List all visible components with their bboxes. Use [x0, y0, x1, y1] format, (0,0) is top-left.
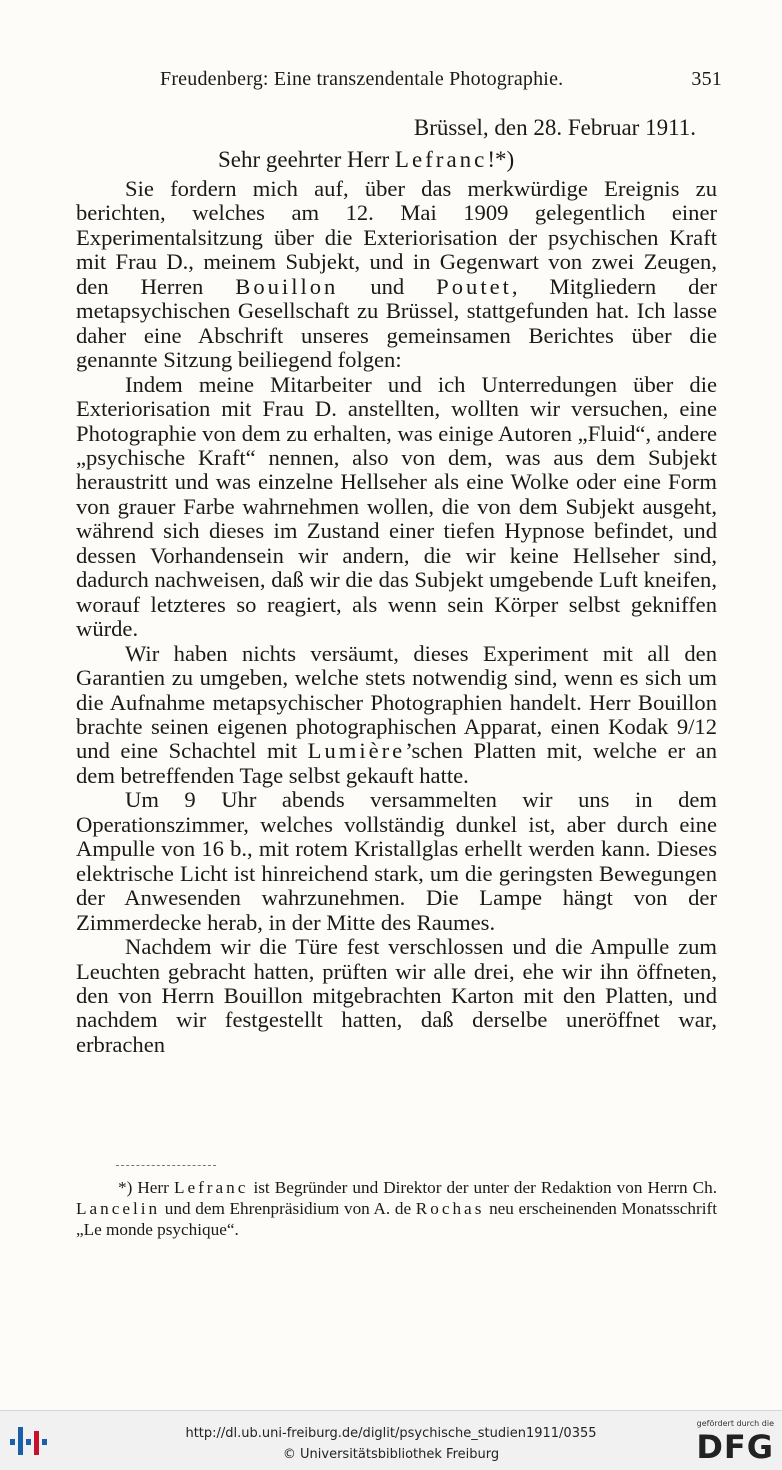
paragraph-3-text-a: Wir haben nichts versäumt, dieses Experiment mit all den Garantien zu umgeben, welche stets notwendig sind, wenn es sich um die Aufnahme metapsychischer Photographien handelt. Herr Bouillon brachte seinen eigenen photographischen Apparat, einen Kodak 9/12 und eine Schachtel mit: [76, 640, 717, 764]
paragraph-4: Um 9 Uhr abends versammelten wir uns in dem Operationszimmer, welches vollständig dunkel ist, aber durch eine Ampulle von 16 b., mit rotem Kristallglas erhellt werden kann. Dieses elektrische Licht ist hinreichend stark, um die geringsten Bewegungen der Anwesenden wahrzunehmen. Die Lampe hängt von der Zimmerdecke herab, in der Mitte des Raumes.: [76, 787, 717, 935]
name-poutet: Poutet: [436, 273, 512, 299]
dfg-mark: DFG: [696, 1428, 774, 1466]
salutation-suffix: !*): [487, 147, 515, 172]
letter-dateline: Brüssel, den 28. Februar 1911.: [413, 115, 696, 140]
footnote-text-b: und dem Ehrenpräsidium von A. de: [160, 1199, 416, 1218]
footnote-marker: *) Herr: [118, 1178, 174, 1197]
dfg-tagline: gefördert durch die: [696, 1419, 774, 1428]
paragraph-3-text-b: ’schen Platten mit, welche er an dem betreffenden Tage selbst gekauft hatte.: [76, 738, 717, 788]
footnote-name-lefranc: Lefranc: [173, 1178, 249, 1197]
permalink-url[interactable]: http://dl.ub.uni-freiburg.de/diglit/psychische_studien1911/0355: [185, 1426, 597, 1441]
paragraph-1-text-b: und: [338, 273, 437, 299]
footnote-rule: [116, 1165, 216, 1166]
name-bouillon: Bouillon: [235, 273, 339, 299]
paragraph-5: Nachdem wir die Türe fest verschlossen und die Ampulle zum Leuchten gebracht hatten, prüften wir alle drei, ehe wir ihn öffneten, den von Herrn Bouillon mitgebrachten Karton mit den Platten, und nachdem wir festgestellt hatten, daß derselbe uneröffnet war, erbrachen: [76, 934, 717, 1057]
paragraph-3: [76, 642, 717, 789]
running-title: Freudenberg: Eine transzendentale Photographie.: [160, 68, 564, 90]
paragraph-1: [76, 177, 717, 373]
copyright-notice: © Universitätsbibliothek Freiburg: [282, 1447, 500, 1462]
letter-salutation: [218, 147, 514, 173]
footnote-text-c: neu erscheinenden Monatsschrift „Le monde psychique“.: [76, 1199, 718, 1239]
footnote-name-rochas: Rochas: [415, 1199, 485, 1218]
dfg-logo: [692, 1419, 774, 1467]
page-number: 351: [691, 68, 722, 90]
footnote: [76, 1177, 717, 1240]
paragraph-2: Indem meine Mitarbeiter und ich Unterredungen über die Exteriorisation mit Frau D. anstellten, wollten wir versuchen, eine Photographie von dem zu erhalten, was einige Autoren „Fluid“, andere „psychische Kraft“ nennen, also von dem, was aus dem Subjekt heraustritt und was einzelne Hellseher als eine Wolke oder eine Form von grauer Farbe wahrnehmen wollen, die von dem Subjekt ausgeht, während sich dieses im Zustand einer tiefen Hypnose befindet, und dessen Vorhandensein wir andern, die wir keine Hellseher sind, dadurch nachweisen, daß wir die das Subjekt umgebende Luft kneifen, worauf letzteres so reagiert, als wenn sein Körper selbst gekniffen würde.: [76, 371, 717, 642]
paragraph-1-text-a: Sie fordern mich auf, über das merkwürdige Ereignis zu berichten, welches am 12. Mai 1909 gelegentlich einer Experimentalsitzung über die Exteriorisation der psychischen Kraft mit Frau D., meinem Subjekt, und in Gegenwart von zwei Zeugen, den Herren: [76, 176, 717, 299]
footnote-name-lancelin: Lancelin: [76, 1199, 161, 1218]
body-text: [76, 177, 717, 1057]
name-lumiere: Lumière: [307, 738, 406, 764]
paragraph-1-text-c: , Mitgliedern der metapsychischen Gesellschaft zu Brüssel, stattgefunden hat. Ich lasse daher eine Abschrift unseres gemeinsamen Berichtes über die genannte Sitzung beiliegend folgen:: [76, 273, 718, 373]
salutation-prefix: Sehr geehrter Herr: [218, 147, 395, 172]
footnote-text-a: ist Begründer und Direktor der unter der Redaktion von Herrn Ch.: [248, 1178, 717, 1197]
salutation-name: Lefranc: [394, 147, 488, 172]
viewer-footer: [0, 1410, 782, 1470]
